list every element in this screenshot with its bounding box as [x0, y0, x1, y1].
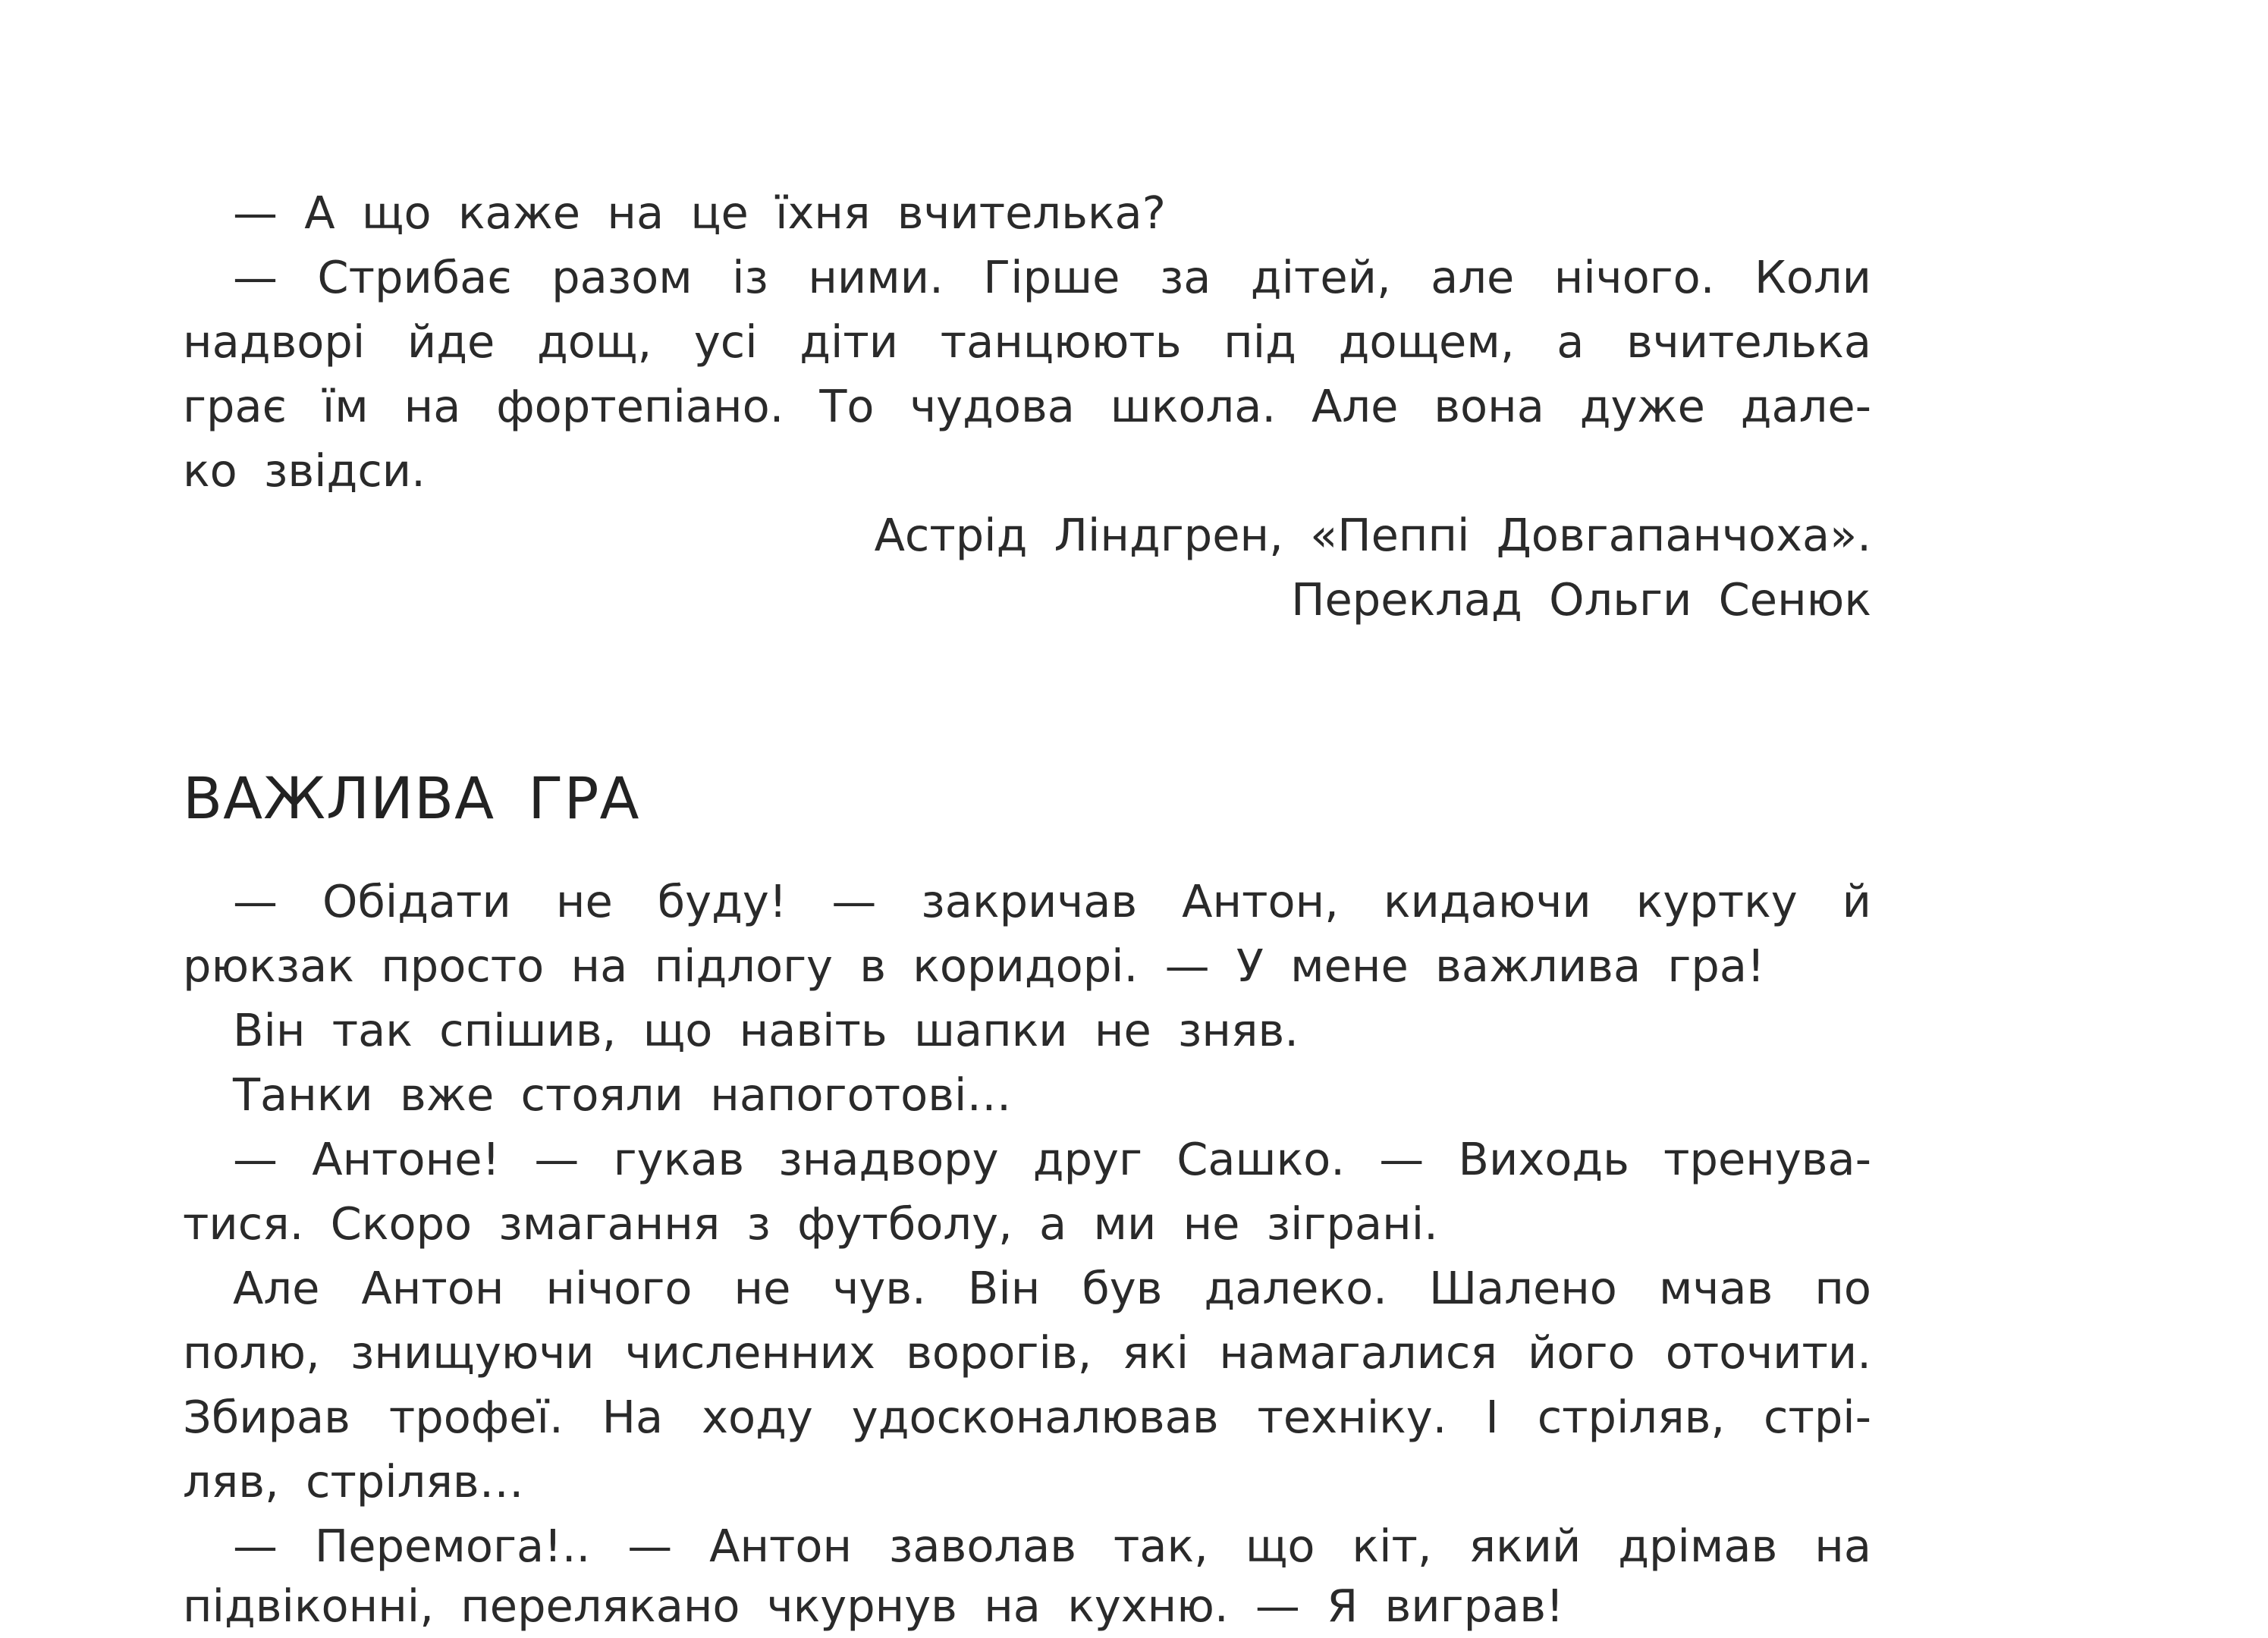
attribution-translator: Переклад Ольги Сенюк	[1291, 573, 1871, 626]
paragraph-line: Танки вже стояли напоготові…	[233, 1068, 1012, 1121]
paragraph-line: — Стрибає разом із ними. Гірше за дітей, але нічого. Коли	[233, 251, 1871, 303]
cropped-line-container	[183, 1574, 1871, 1632]
paragraph-line: ляв, стріляв…	[183, 1455, 524, 1508]
paragraph-line: полю, знищуючи численних ворогів, які намагалися його оточити.	[183, 1326, 1871, 1379]
paragraph-line: підвіконні, перелякано чкурнув на кухню. — Я виграв!	[183, 1580, 1564, 1632]
paragraph-line: Але Антон нічого не чув. Він був далеко. Шалено мчав по	[233, 1262, 1871, 1314]
paragraph-line: Збирав трофеї. На ходу удосконалював техніку. І стріляв, стрі-	[183, 1391, 1871, 1443]
paragraph-line: рюкзак просто на підлогу в коридорі. — У мене важлива гра!	[183, 940, 1765, 992]
paragraph-line: Він так спішив, що навіть шапки не зняв.	[233, 1004, 1299, 1056]
attribution-author: Астрід Ліндгрен, «Пеппі Довгапанчоха».	[874, 509, 1871, 561]
story-title: ВАЖЛИВА ГРА	[183, 764, 640, 832]
paragraph-line: ко звідси.	[183, 444, 426, 497]
paragraph-line: — Антоне! — гукав знадвору друг Сашко. — Виходь тренува-	[233, 1133, 1871, 1185]
paragraph-line: — Перемога!.. — Антон заволав так, що кіт, який дрімав на	[233, 1520, 1871, 1572]
paragraph-line: грає їм на фортепіано. То чудова школа. Але вона дуже дале-	[183, 380, 1871, 432]
paragraph-line: надворі йде дощ, усі діти танцюють під дощем, а вчителька	[183, 315, 1871, 368]
paragraph-line: — Обідати не буду! — закричав Антон, кидаючи куртку й	[233, 875, 1871, 927]
paragraph-line: тися. Скоро змагання з футболу, а ми не зіграні.	[183, 1197, 1438, 1250]
paragraph-line: — А що каже на це їхня вчителька?	[233, 187, 1166, 239]
